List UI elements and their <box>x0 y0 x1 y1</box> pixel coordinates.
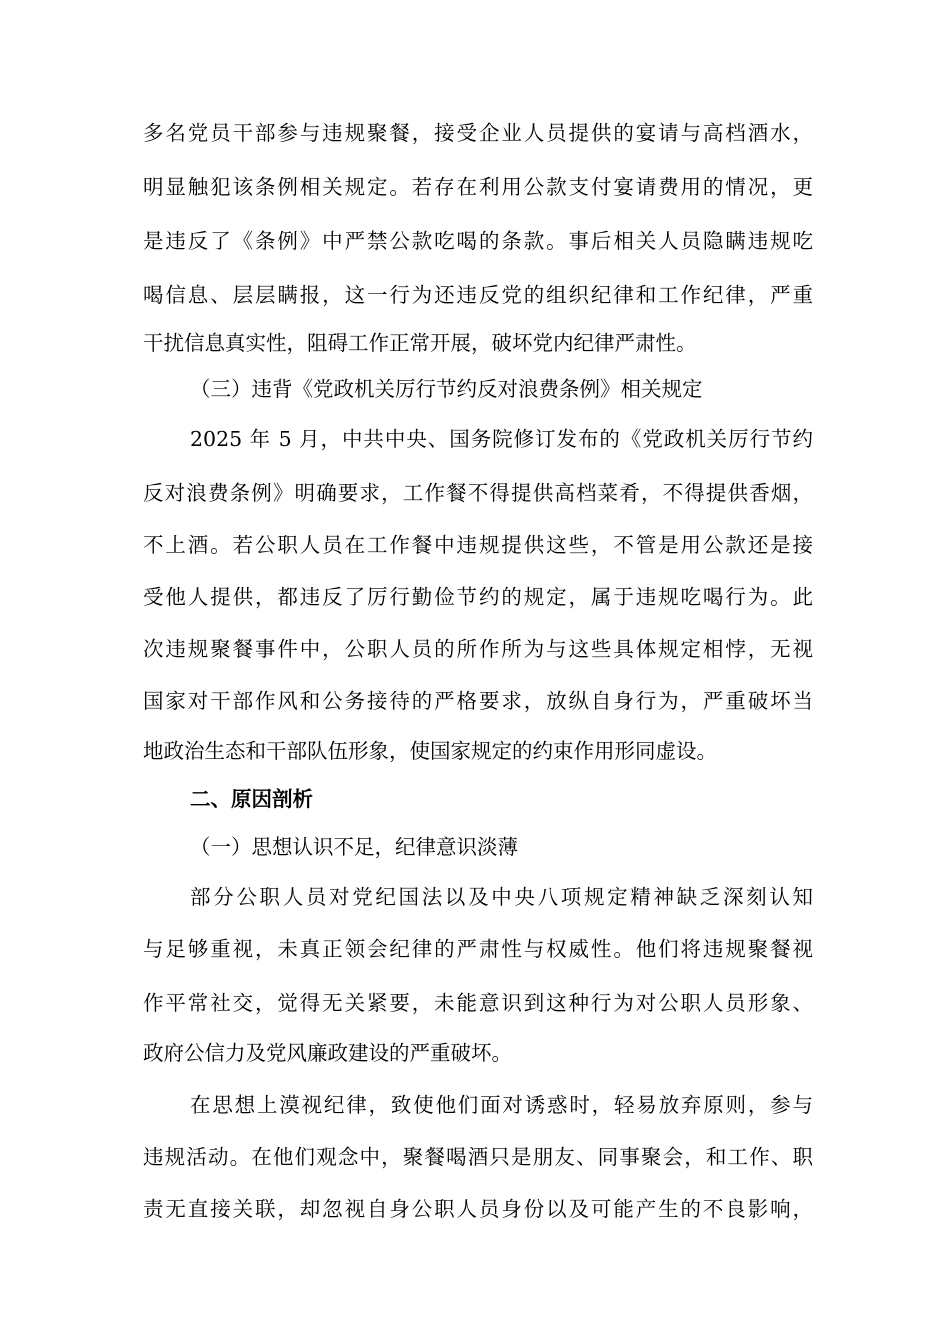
paragraph-2-line-4: 受他人提供，都违反了厉行勤俭节约的规定，属于违规吃喝行为。此 <box>143 585 813 609</box>
paragraph-1-line-3: 是违反了《条例》中严禁公款吃喝的条款。事后相关人员隐瞒违规吃 <box>143 229 813 253</box>
paragraph-3-line-2: 与足够重视，未真正领会纪律的严肃性与权威性。他们将违规聚餐视 <box>143 937 813 961</box>
section-2-title: 二、原因剖析 <box>190 787 313 811</box>
paragraph-1-line-1: 多名党员干部参与违规聚餐，接受企业人员提供的宴请与高档酒水， <box>143 121 813 145</box>
paragraph-3-line-3: 作平常社交，觉得无关紧要，未能意识到这种行为对公职人员形象、 <box>143 991 813 1015</box>
paragraph-4-line-2: 违规活动。在他们观念中，聚餐喝酒只是朋友、同事聚会，和工作、职 <box>143 1145 813 1169</box>
paragraph-2-line-1: 2025 年 5 月，中共中央、国务院修订发布的《党政机关厉行节约 <box>190 427 813 451</box>
paragraph-2-line-3: 不上酒。若公职人员在工作餐中违规提供这些，不管是用公款还是接 <box>143 533 813 557</box>
paragraph-2-line-6: 国家对干部作风和公务接待的严格要求，放纵自身行为，严重破坏当 <box>143 689 813 713</box>
subsection-heading-1: （一）思想认识不足，纪律意识淡薄 <box>190 835 518 859</box>
paragraph-4-line-3: 责无直接关联，却忽视自身公职人员身份以及可能产生的不良影响， <box>143 1197 813 1221</box>
paragraph-2-line-7: 地政治生态和干部队伍形象，使国家规定的约束作用形同虚设。 <box>143 739 717 763</box>
paragraph-1-line-2: 明显触犯该条例相关规定。若存在利用公款支付宴请费用的情况，更 <box>143 175 813 199</box>
subsection-heading-3: （三）违背《党政机关厉行节约反对浪费条例》相关规定 <box>190 377 703 401</box>
paragraph-3-line-4: 政府公信力及党风廉政建设的严重破坏。 <box>143 1041 512 1065</box>
paragraph-3-line-1: 部分公职人员对党纪国法以及中央八项规定精神缺乏深刻认知 <box>190 885 813 909</box>
paragraph-2-line-5: 次违规聚餐事件中，公职人员的所作所为与这些具体规定相悖，无视 <box>143 637 813 661</box>
paragraph-1-line-5: 干扰信息真实性，阻碍工作正常开展，破坏党内纪律严肃性。 <box>143 331 697 355</box>
paragraph-4-line-1: 在思想上漠视纪律，致使他们面对诱惑时，轻易放弃原则，参与 <box>190 1093 813 1117</box>
paragraph-2-line-2: 反对浪费条例》明确要求，工作餐不得提供高档菜肴，不得提供香烟， <box>143 481 813 505</box>
paragraph-1-line-4: 喝信息、层层瞒报，这一行为还违反党的组织纪律和工作纪律，严重 <box>143 283 813 307</box>
